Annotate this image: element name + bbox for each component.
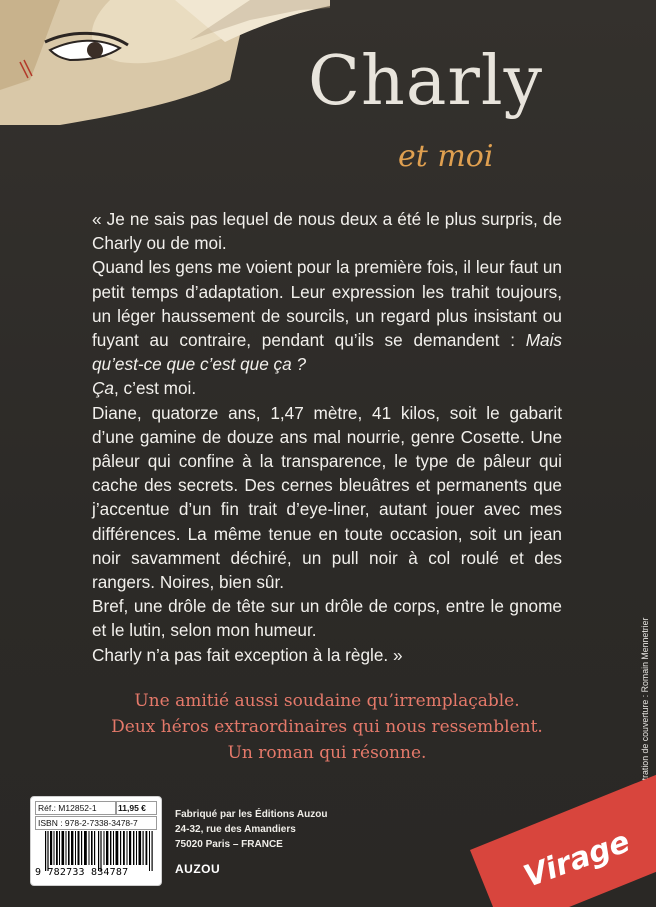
- excerpt-paragraph: [92, 376, 562, 400]
- reference: Réf.: M12852-1: [35, 801, 117, 815]
- excerpt-text: , c’est moi.: [113, 378, 197, 399]
- book-subtitle: et moi: [398, 139, 494, 174]
- isbn: ISBN : 978-2-7338-3478-7: [35, 816, 157, 830]
- barcode: [45, 831, 155, 871]
- publisher-line: 75020 Paris – FRANCE: [175, 839, 283, 850]
- product-info-box: [30, 796, 162, 886]
- price: 11,95 €: [115, 801, 157, 815]
- tagline: Un roman qui résonne.: [227, 743, 427, 763]
- collection-name: Virage: [519, 824, 635, 895]
- excerpt-text: Quand les gens me voient pour la première fois, il leur faut un petit temps d’adaptation. Leur expression les trahit toujours, un léger haussement de sourcils, un regard plus insistant ou fuyant au contraire, pendant qu’ils se demandent :: [92, 257, 562, 351]
- tagline: Deux héros extraordinaires qui nous ressemblent.: [111, 717, 543, 737]
- book-title: Charly: [308, 42, 544, 121]
- excerpt-italic: Mais qu’est-ce que c’est que ça ?: [92, 330, 562, 375]
- publisher-info: [175, 807, 327, 852]
- cover-illustration: [0, 0, 330, 125]
- illustration-credit: Illustration de couverture : Romain Mennetrier: [640, 617, 650, 796]
- taglines: [92, 688, 562, 766]
- collection-band: [470, 753, 656, 907]
- excerpt-paragraph: Charly n’a pas fait exception à la règle. »: [92, 644, 403, 665]
- publisher-logo: AUZOU: [175, 862, 221, 876]
- publisher-line: 24-32, rue des Amandiers: [175, 824, 296, 835]
- excerpt-italic: Ça: [92, 378, 114, 399]
- barcode-number: 9 782733 834787: [35, 867, 129, 878]
- excerpt-paragraph: Bref, une drôle de tête sur un drôle de corps, entre le gnome et le lutin, selon mon humeur.: [92, 596, 562, 641]
- excerpt-paragraph: « Je ne sais pas lequel de nous deux a été le plus surpris, de Charly ou de moi.: [92, 209, 562, 254]
- excerpt-paragraph: [92, 255, 562, 376]
- excerpt-paragraph: Diane, quatorze ans, 1,47 mètre, 41 kilos, soit le gabarit d’une gamine de douze ans mal nourrie, genre Cosette. Une pâleur qui confine à la transparence, le type de pâleur qui cache des secrets. Des cernes bleuâtres et permanents que j’accentue d’un fin trait d’eye-liner, autant jouer avec mes différences. La même tenue en toute occasion, soit un jean noir savamment déchiré, un pull noir à col roulé et des rangers. Noires, bien sûr.: [92, 402, 562, 593]
- publisher-line: Fabriqué par les Éditions Auzou: [175, 809, 328, 820]
- book-excerpt: [92, 207, 562, 667]
- tagline: Une amitié aussi soudaine qu’irremplaçable.: [134, 691, 520, 711]
